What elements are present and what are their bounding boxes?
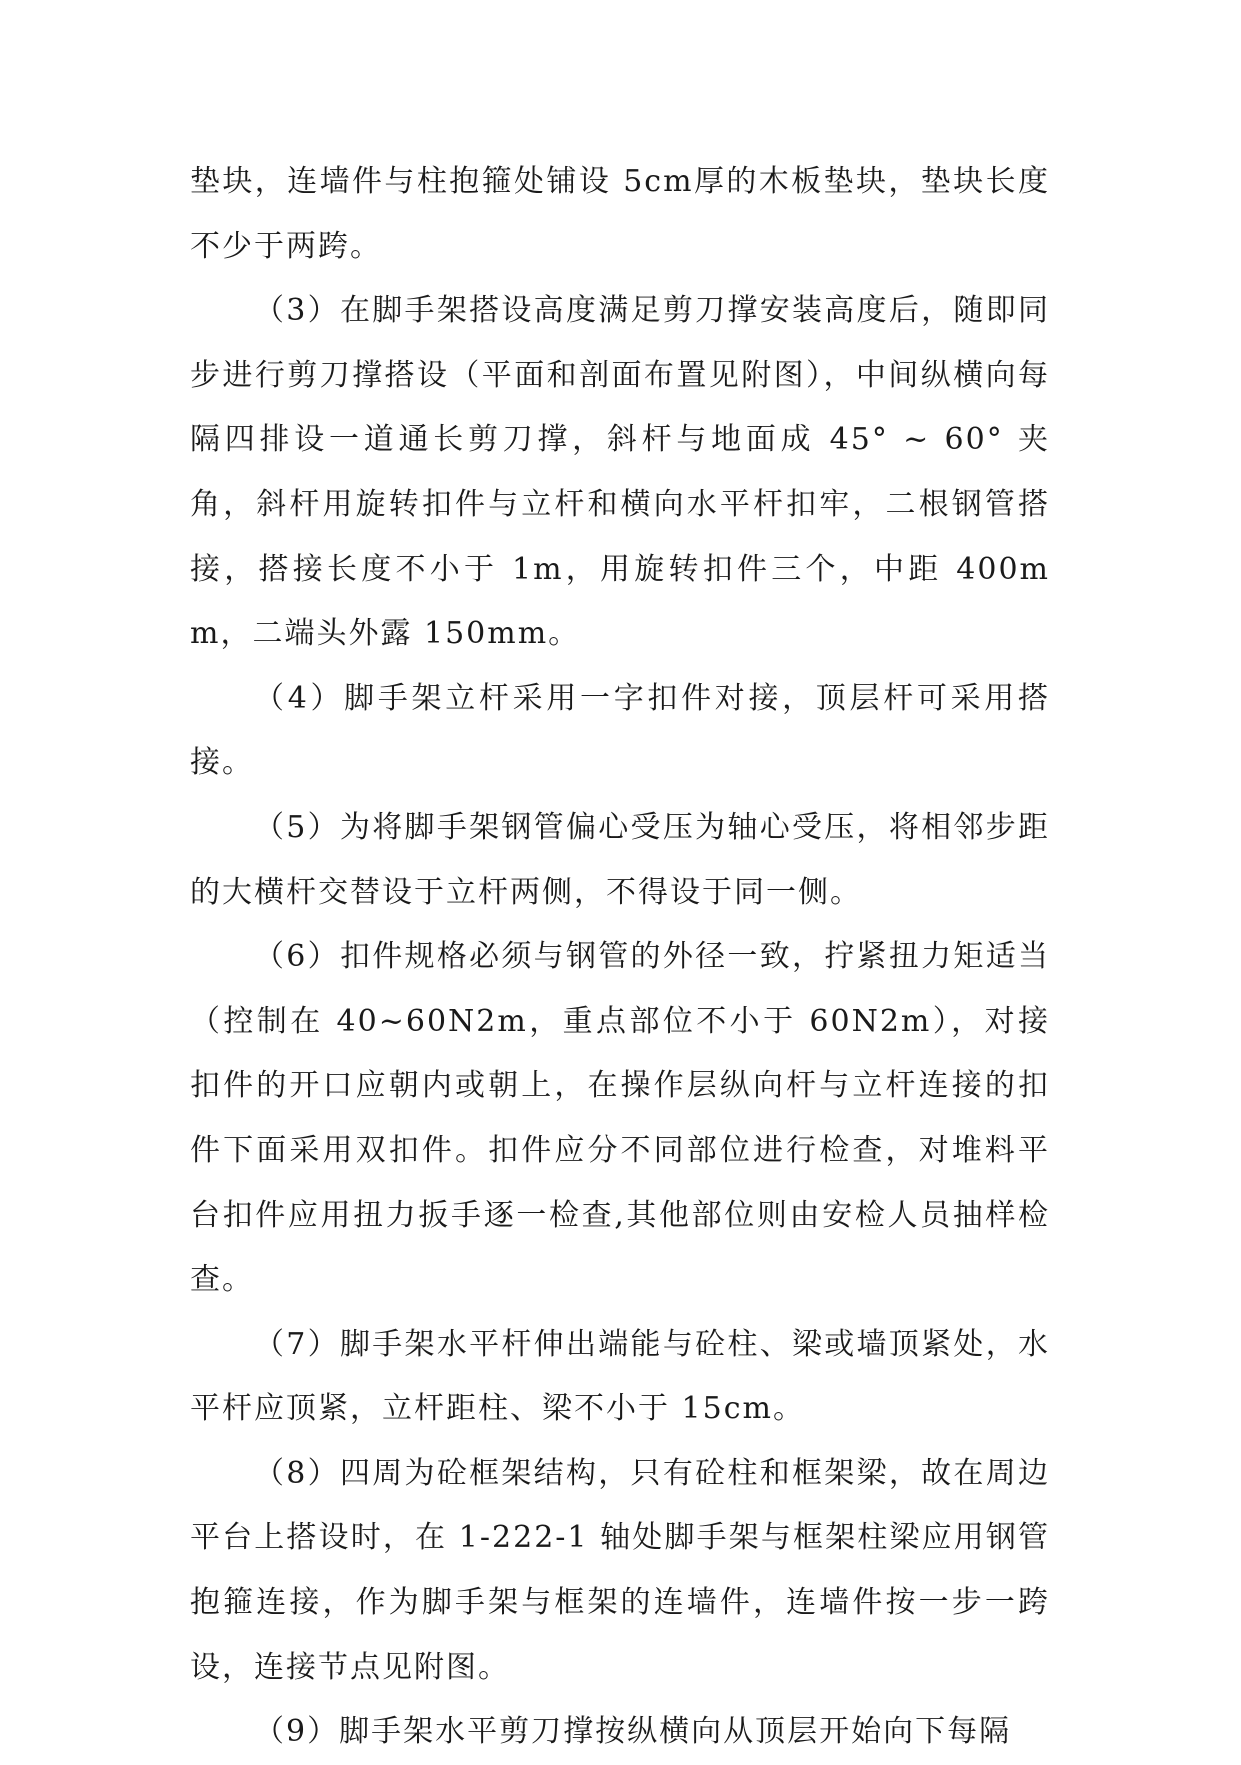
paragraph-item-6: （6）扣件规格必须与钢管的外径一致，拧紧扭力矩适当（控制在 40~60N2m，重点部位不小于 60N2m），对接扣件的开口应朝内或朝上，在操作层纵向杆与立杆连接的扣件下面采用双扣件。扣件应分不同部位进行检查，对堆料平台扣件应用扭力扳手逐一检查,其他部位则由安检人员抽样检查。: [190, 939, 1050, 1298]
paragraph-item-7: （7）脚手架水平杆伸出端能与砼柱、梁或墙顶紧处，水平杆应顶紧，立杆距柱、梁不小于 15cm。: [190, 1326, 1050, 1427]
paragraph-continuation: 垫块，连墙件与柱抱箍处铺设 5cm厚的木板垫块，垫块长度不少于两跨。: [190, 164, 1050, 264]
paragraph-item-8: （8）四周为砼框架结构，只有砼柱和框架梁，故在周边平台上搭设时，在 1-222-1 轴处脚手架与框架柱梁应用钢管抱箍连接，作为脚手架与框架的连墙件，连墙件按一步一跨设，连接节点见附图。: [190, 1455, 1050, 1685]
paragraph-item-4: （4）脚手架立杆采用一字扣件对接，顶层杆可采用搭接。: [190, 680, 1050, 781]
paragraph-item-9: （9）脚手架水平剪刀撑按纵横向从顶层开始向下每隔: [254, 1714, 1012, 1750]
paragraph-item-3: （3）在脚手架搭设高度满足剪刀撑安装高度后，随即同步进行剪刀撑搭设（平面和剖面布置见附图），中间纵横向每隔四排设一道通长剪刀撑，斜杆与地面成 45° ~ 60° 夹角，斜杆用旋转扣件与立杆和横向水平杆扣牢，二根钢管搭接，搭接长度不小于 1m，用旋转扣件三个，中距 400mm，二端头外露 150mm。: [190, 293, 1050, 652]
document-body: [190, 150, 1050, 1765]
paragraph-item-5: （5）为将脚手架钢管偏心受压为轴心受压，将相邻步距的大横杆交替设于立杆两侧，不得设于同一侧。: [190, 809, 1050, 910]
